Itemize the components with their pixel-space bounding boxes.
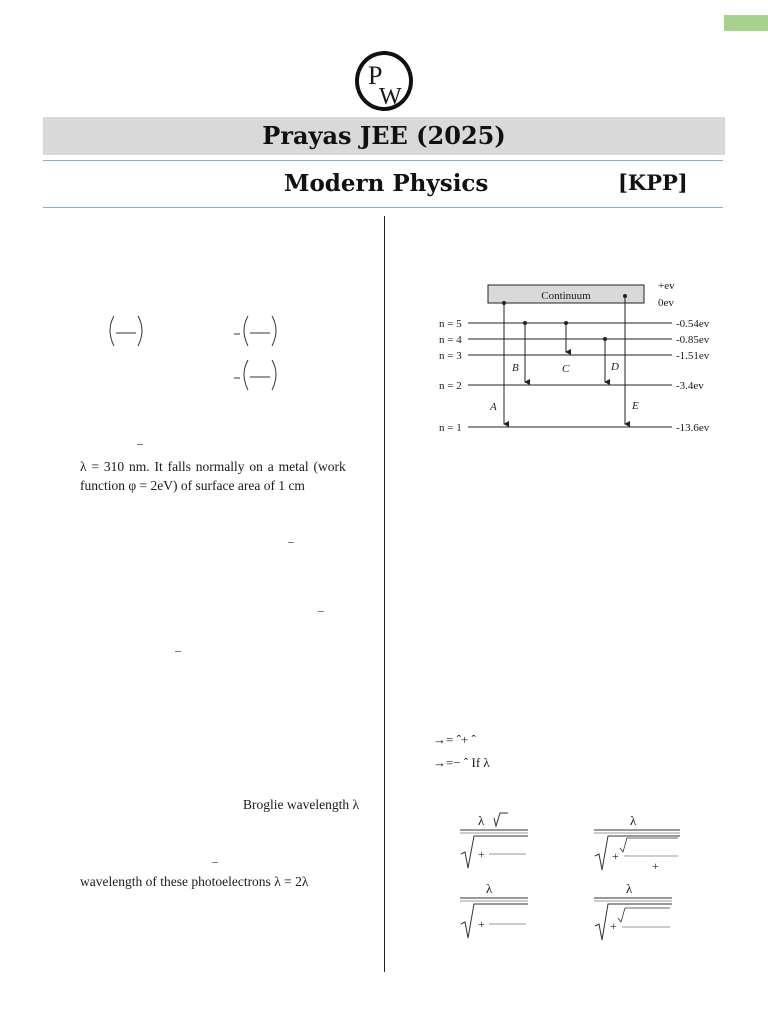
subject-title: Modern Physics — [284, 170, 489, 197]
energy-level-diagram — [436, 278, 736, 438]
column-divider — [384, 216, 385, 972]
stray-dash: – — [137, 436, 143, 450]
page-title: Prayas JEE (2025) — [262, 121, 506, 150]
level-energy: -1.51ev — [676, 350, 710, 362]
svg-text:+: + — [612, 849, 619, 863]
svg-text:E: E — [632, 400, 639, 412]
svg-text:+: + — [610, 919, 617, 933]
level-n4 — [439, 334, 710, 346]
level-n2 — [439, 380, 704, 392]
option-a — [456, 812, 536, 872]
level-label: n = 1 — [439, 422, 462, 434]
svg-text:λ: λ — [630, 813, 637, 828]
svg-text:B: B — [512, 362, 519, 374]
level-n1 — [439, 422, 710, 434]
svg-text:D: D — [611, 361, 619, 373]
stray-dash: – — [288, 534, 294, 548]
level-n3 — [439, 350, 710, 362]
svg-text:C: C — [562, 363, 570, 375]
header-rule-bottom — [43, 207, 723, 208]
work-function-line: function φ = 2eV) of surface area of 1 cm — [80, 478, 305, 493]
svg-text:λ: λ — [486, 881, 493, 896]
corner-tab — [724, 15, 768, 31]
title-band — [43, 117, 725, 155]
svg-text:P: P — [368, 61, 383, 90]
stray-dash: – — [318, 603, 324, 617]
top-label-plus: +ev — [658, 280, 675, 292]
transition-D — [603, 337, 619, 382]
transition-A — [489, 301, 506, 424]
vector-line-2: →=− ˆ If λ — [433, 755, 490, 770]
level-energy: -3.4ev — [676, 380, 704, 392]
vector-line-1: →= ˆ+ ˆ — [433, 732, 476, 747]
level-label: n = 5 — [439, 318, 462, 330]
stray-dash: – — [175, 643, 181, 657]
pw-logo — [354, 50, 414, 112]
top-label-zero: 0ev — [658, 297, 674, 309]
bracket-fragments — [100, 312, 300, 392]
header-rule-top — [43, 160, 723, 161]
svg-text:λ: λ — [478, 813, 485, 828]
svg-text:+: + — [478, 847, 485, 861]
option-d — [592, 880, 682, 944]
level-label: n = 4 — [439, 334, 462, 346]
broglie-line: Broglie wavelength λ — [243, 797, 360, 812]
level-label: n = 2 — [439, 380, 462, 392]
continuum-label: Continuum — [541, 290, 591, 302]
option-c — [456, 880, 536, 942]
svg-text:W: W — [379, 84, 402, 110]
transition-B — [512, 321, 527, 382]
option-b — [592, 812, 682, 874]
svg-text:+: + — [652, 859, 659, 873]
level-n5 — [439, 318, 710, 330]
svg-text:A: A — [490, 401, 497, 413]
transition-C — [562, 321, 570, 375]
level-label: n = 3 — [439, 350, 462, 362]
photoelectron-line: wavelength of these photoelectrons λ = 2λ — [80, 874, 309, 889]
wavelength-line: λ = 310 nm. It falls normally on a metal (work — [80, 459, 346, 474]
level-energy: -13.6ev — [676, 422, 710, 434]
stray-dash: – — [212, 854, 218, 868]
level-energy: -0.85ev — [676, 334, 710, 346]
svg-text:λ: λ — [626, 881, 633, 896]
svg-text:+: + — [478, 917, 485, 931]
level-energy: -0.54ev — [676, 318, 710, 330]
kpp-tag: [KPP] — [618, 170, 688, 195]
transition-E — [623, 294, 639, 424]
